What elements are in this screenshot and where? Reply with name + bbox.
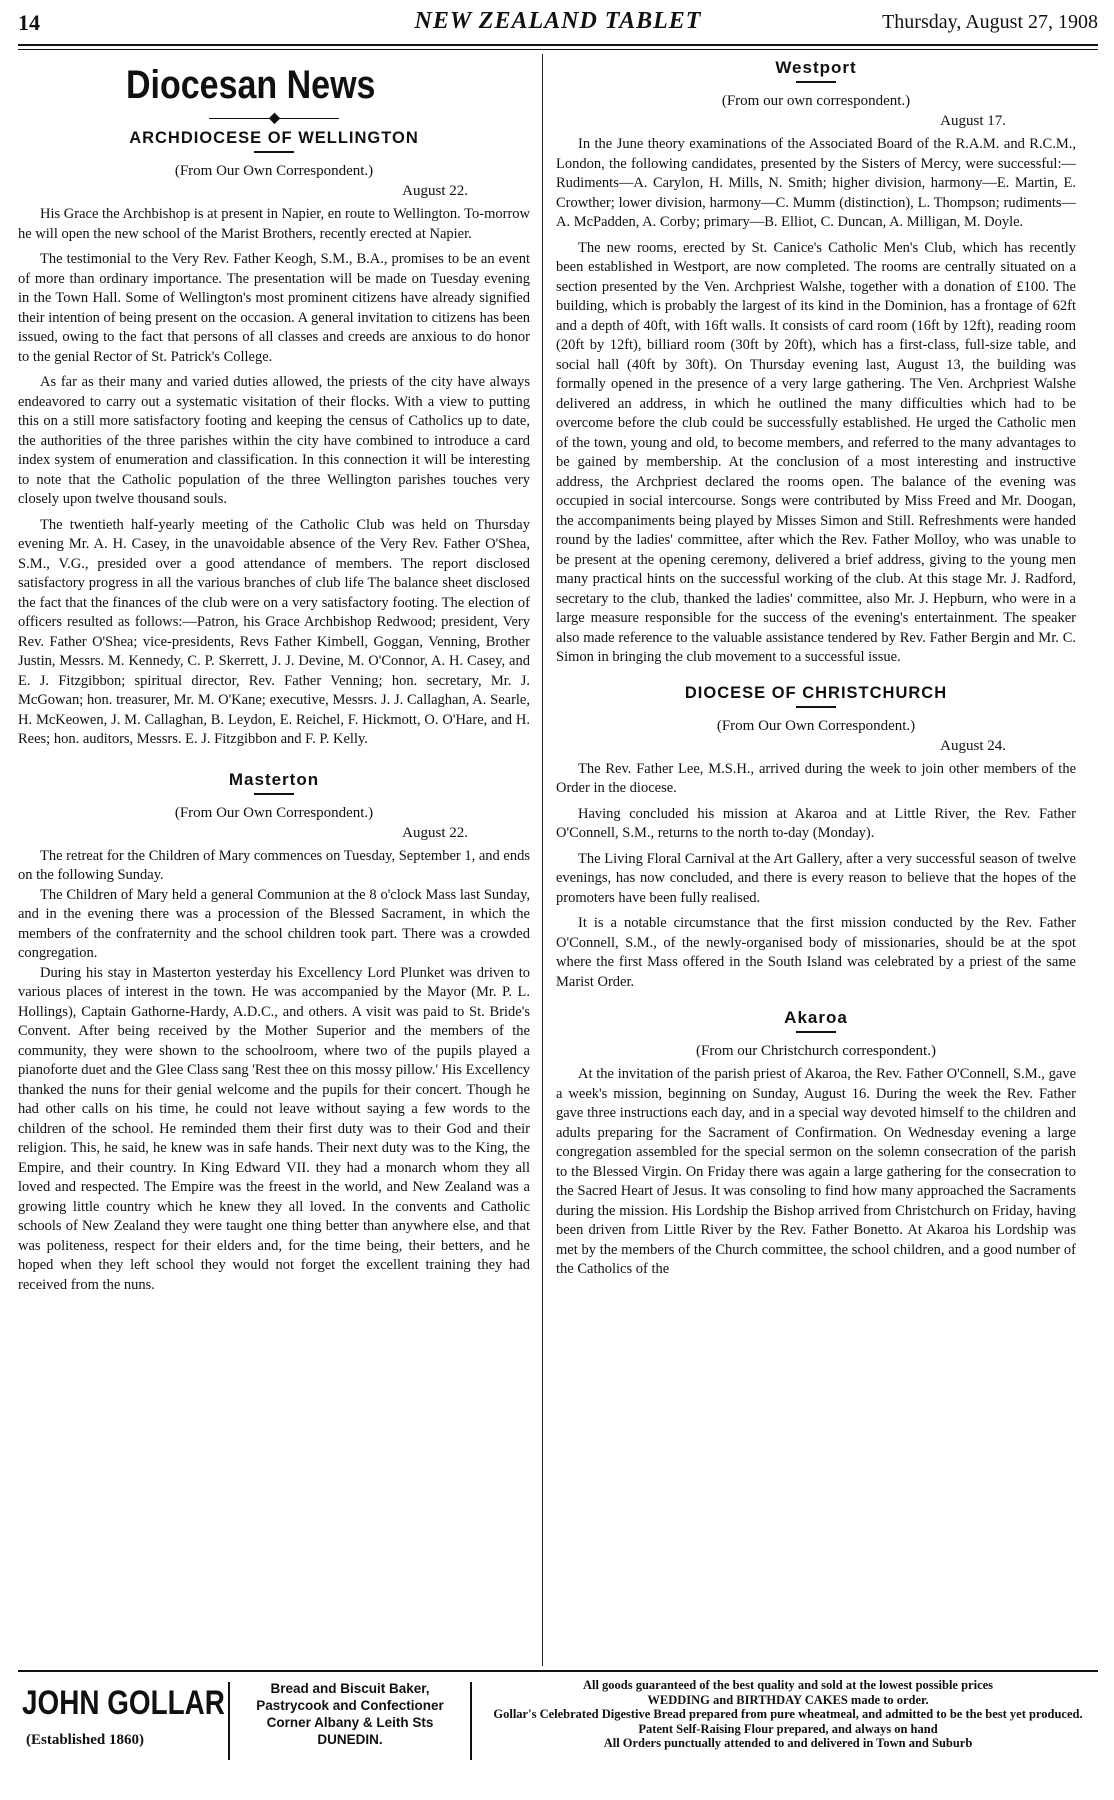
advert-address-line: Corner Albany & Leith Sts (266, 1715, 434, 1730)
left-column (18, 56, 530, 1664)
dispatch-date: August 22. (402, 824, 468, 841)
article-paragraph: The Rev. Father Lee, M.S.H., arrived during the week to join other members of the Order in the diocese. (556, 760, 1076, 796)
advertisement (18, 1676, 1098, 1786)
article-paragraph: The retreat for the Children of Mary commences on Tuesday, September 1, and ends on the following Sunday. (18, 847, 530, 883)
section-heading-westport: Westport (775, 58, 857, 77)
article-paragraph: His Grace the Archbishop is at present in Napier, en route to Wellington. To-morrow he will open the new school of the Marist Brothers, recently erected at Napier. (18, 206, 530, 242)
article-paragraph: The testimonial to the Very Rev. Father Keogh, S.M., B.A., promises to be an event of more than ordinary importance. The presentation will be made on Tuesday evening in the Town Hall. Some of Wellington's most prominent citizens have already signified their intention of being present on the occasion. A general invitation to citizens has been issued, owing to the fact that persons of all classes and creeds are anxious to do honor to the genial Rector of St. Patrick's College. (18, 251, 530, 365)
dispatch-date: August 24. (940, 737, 1006, 754)
masthead (18, 6, 1098, 46)
section-rule (796, 1031, 836, 1033)
correspondent-line: (From Our Own Correspondent.) (174, 163, 374, 179)
advert-note: Gollar's Celebrated Digestive Bread prepared from pure wheatmeal, and admitted to be the best yet produced. Patent Self-Raising Flour prepared, and always on hand (493, 1707, 1083, 1736)
advert-established: (Established 1860) (26, 1732, 144, 1748)
advert-trade-line: Bread and Biscuit Baker, (270, 1681, 430, 1696)
dispatch-date: August 22. (402, 183, 468, 199)
correspondent-line: (From our Christchurch correspondent.) (696, 1043, 936, 1059)
advert-trade-block (236, 1680, 464, 1748)
section-rule (254, 151, 294, 153)
advert-note: All goods guaranteed of the best quality and sold at the lowest possible prices (582, 1678, 994, 1692)
title-ornament (18, 110, 530, 127)
advert-rule (18, 1670, 1098, 1672)
advert-note: All Orders punctually attended to and delivered in Town and Suburb (603, 1736, 973, 1750)
section-rule (796, 706, 836, 708)
right-column (556, 56, 1076, 1664)
article-paragraph: The Children of Mary held a general Communion at the 8 o'clock Mass last Sunday, and in the evening there was a procession of the Blessed Sacrament, in which the members of the confraternity and the school children took part. There was a crowded congregation. (18, 886, 530, 961)
section-heading-akaroa: Akaroa (784, 1008, 848, 1027)
newspaper-title: NEW ZEALAND TABLET (414, 8, 702, 34)
page-title: Diocesan News (126, 63, 376, 107)
masthead-rule (18, 44, 1098, 50)
advert-notes (478, 1678, 1098, 1751)
article-paragraph: During his stay in Masterton yesterday his Excellency Lord Plunket was driven to various places of interest in the town. He was accompanied by the Mayor (Mr. P. L. Hollings), Captain Gathorne-Hardy, A.D.C., and others. A visit was paid to St. Bride's Convent. After being received by the Mother Superior and the members of the community, they were shown to the schoolroom, where two of the pupils played a pianoforte duet and the Glee Class sang 'Rest thee on this mossy pillow.' His Excellency thanked the nuns for their genial welcome and the pupils for their concert. Though he had other calls on his time, he could not leave without saying a few words to the children of the school. He reminded them their first duty was to their God and their religion. This, he said, he knew was in safe hands. Their next duty was to the King, the Empire, and their country. In King Edward VII. they had a monarch whom they all loved and respected. The Empire was the freest in the world, and New Zealand was a growing little country which he knew they all loved. In the convents and Catholic schools of New Zealand they were taught one thing better than anywhere else, and that was politeness, respect for their elders and, for the time being, their betters, and he hoped when they left school they would not forget the excellent training they had received from the nuns. (18, 964, 530, 1293)
page-number: 14 (18, 10, 40, 35)
dispatch-date: August 17. (940, 113, 1006, 129)
advert-divider (228, 1682, 230, 1760)
article-paragraph: The Living Floral Carnival at the Art Gallery, after a very successful season of twelve evenings, has now concluded, and there is every reason to believe that the hopes of the promoters have been fully realised. (556, 850, 1076, 906)
section-rule (254, 793, 294, 795)
advert-note: WEDDING and BIRTHDAY CAKES made to order. (647, 1692, 929, 1707)
section-rule (796, 81, 836, 83)
article-paragraph: The new rooms, erected by St. Canice's Catholic Men's Club, which has recently been established in Westport, are now completed. The rooms are centrally situated on a section presented by the Ven. Archpriest Walshe, together with a donation of £100. The building, which is probably the largest of its kind in the Dominion, has a frontage of 62ft and a depth of 40ft, with 16ft walls. It consists of card room (16ft by 12ft), reading room (20ft by 12ft), billiard room (30ft by 20ft), which has a first-class, full-size table, and social hall (40ft by 30ft). On Thursday evening last, August 13, the building was formally opened in the presence of a very large gathering. The Ven. Archpriest Walshe delivered an address, in which he outlined the many difficulties which had to be overcome before the club could be successfully established. He urged the Catholic men of the town, young and old, to become members, and referred to the many advantages to be gained by membership. At the conclusion of a most interesting and instructive address, the Archpriest declared the rooms open. The balance of the evening was occupied in social intercourse. Songs were contributed by Miss Freed and Mr. Doogan, the accompaniments being played by Misses Simon and Still. Refreshments were handed round by the ladies' committee, after which the Rev. Father Molloy, who was unable to be present at the opening ceremony, delivered a brief address, giving to the young men many practical hints on the successful working of the club. At this stage Mr. J. Radford, secretary to the club, thanked the ladies' committee, also Mr. J. Hepburn, who were in a large measure responsible for the success of the evening's entertainment. The speaker also made reference to the valuable assistance tendered by Rev. Father Bergin and Mr. C. Simon in bringing the club movement to a successful issue. (556, 239, 1076, 665)
article-paragraph: At the invitation of the parish priest of Akaroa, the Rev. Father O'Connell, S.M., gave a week's mission, beginning on Sunday, August 16. During the week the Rev. Father gave three instructions each day, and in a special way devoted himself to the children and adults preparing for the Sacrament of Confirmation. On Wednesday evening a large congregation assembled for the special sermon on the solemn consecration of the parish to the Blessed Virgin. On Friday there was again a large gathering for the consecration to the Sacred Heart of Jesus. It was consoling to find how many approached the Sacraments during the mission. His Lordship the Bishop arrived from Christchurch on Friday, having been driven from Little River by the Rev. Father Bonetto. At Akaroa his Lordship was met by the members of the Church committee, the school children, and a good number of the Catholics of the (556, 1066, 1076, 1277)
section-heading-wellington: ARCHDIOCESE OF WELLINGTON (129, 129, 419, 147)
advert-business-name: JOHN GOLLAR (22, 1684, 225, 1722)
section-heading-masterton: Masterton (228, 769, 320, 789)
diamond-icon: ◆ (269, 111, 279, 126)
article-paragraph: In the June theory examinations of the Associated Board of the R.A.M. and R.C.M., London, the following candidates, presented by the Sisters of Mercy, were successful:—Rudiments—A. Carylon, H. Mills, N. Smith; higher division, harmony—E. Martin, E. Crowther; lower division, harmony—C. Mumm (distinction), L. Thompson; rudiments—A. McPadden, A. Corby; primary—B. Elliot, C. Duncan, A. Milligan, M. Doyle. (556, 136, 1076, 230)
article-paragraph: Having concluded his mission at Akaroa and at Little River, the Rev. Father O'Connell, S.M., returns to the north to-day (Monday). (556, 805, 1076, 841)
advert-trade-line: Pastrycook and Confectioner (256, 1698, 444, 1713)
issue-date: Thursday, August 27, 1908 (882, 11, 1098, 33)
section-heading-christchurch: DIOCESE OF CHRISTCHURCH (684, 683, 948, 702)
article-paragraph: As far as their many and varied duties allowed, the priests of the city have always endeavored to carry out a systematic visitation of their flocks. With a view to putting this on a still more satisfactory footing and keeping the census of Catholics up to date, the authorities of the three parishes within the city have combined to introduce a card index system of enumeration and classification. In this connection it will be interesting to note that the Catholic population of the three Wellington parishes touches very closely upon twelve thousand souls. (18, 374, 530, 507)
article-paragraph: The twentieth half-yearly meeting of the Catholic Club was held on Thursday evening Mr. A. H. Casey, in the unavoidable absence of the Very Rev. Father O'Shea, S.M., V.G., presided over a good attendance of members. The report disclosed satisfactory progress in all the various branches of club life The balance sheet disclosed the fact that the finances of the club were on a very satisfactory footing. The election of officers resulted as follows:—Patron, his Grace Archbishop Redwood; president, Very Rev. Father O'Shea; vice-presidents, Revs Father Kimbell, Goggan, Venning, Brother Justin, Messrs. M. Kennedy, C. P. Skerrett, J. J. Devine, M. O'Connor, A. H. Casey, and E. J. Fitzgibbon; spiritual director, Rev. Father Venning; hon. secretary, Mr. J. McGowan; hon. treasurer, Mr. M. O'Kane; executive, Messrs. J. J. Callaghan, A. Searle, H. McKeowen, J. M. Callaghan, B. Leydon, E. Reichel, F. Hickmott, O. O'Hare, and H. Rees; hon. auditors, Messrs. E. J. Fitzgibbon and F. P. Kelly. (18, 516, 530, 747)
column-divider (542, 54, 543, 1666)
advert-city-line: DUNEDIN. (317, 1732, 383, 1747)
newspaper-page (18, 6, 1098, 1794)
correspondent-line: (From Our Own Correspondent.) (174, 804, 374, 821)
correspondent-line: (From our own correspondent.) (721, 93, 911, 109)
correspondent-line: (From Our Own Correspondent.) (716, 717, 916, 734)
article-paragraph: It is a notable circumstance that the first mission conducted by the Rev. Father O'Connell, S.M., of the newly-organised body of missionaries, should be at the spot where the first Mass offered in the South Island was celebrated by a priest of the same Marist Order. (556, 915, 1076, 990)
advert-divider (470, 1682, 472, 1760)
